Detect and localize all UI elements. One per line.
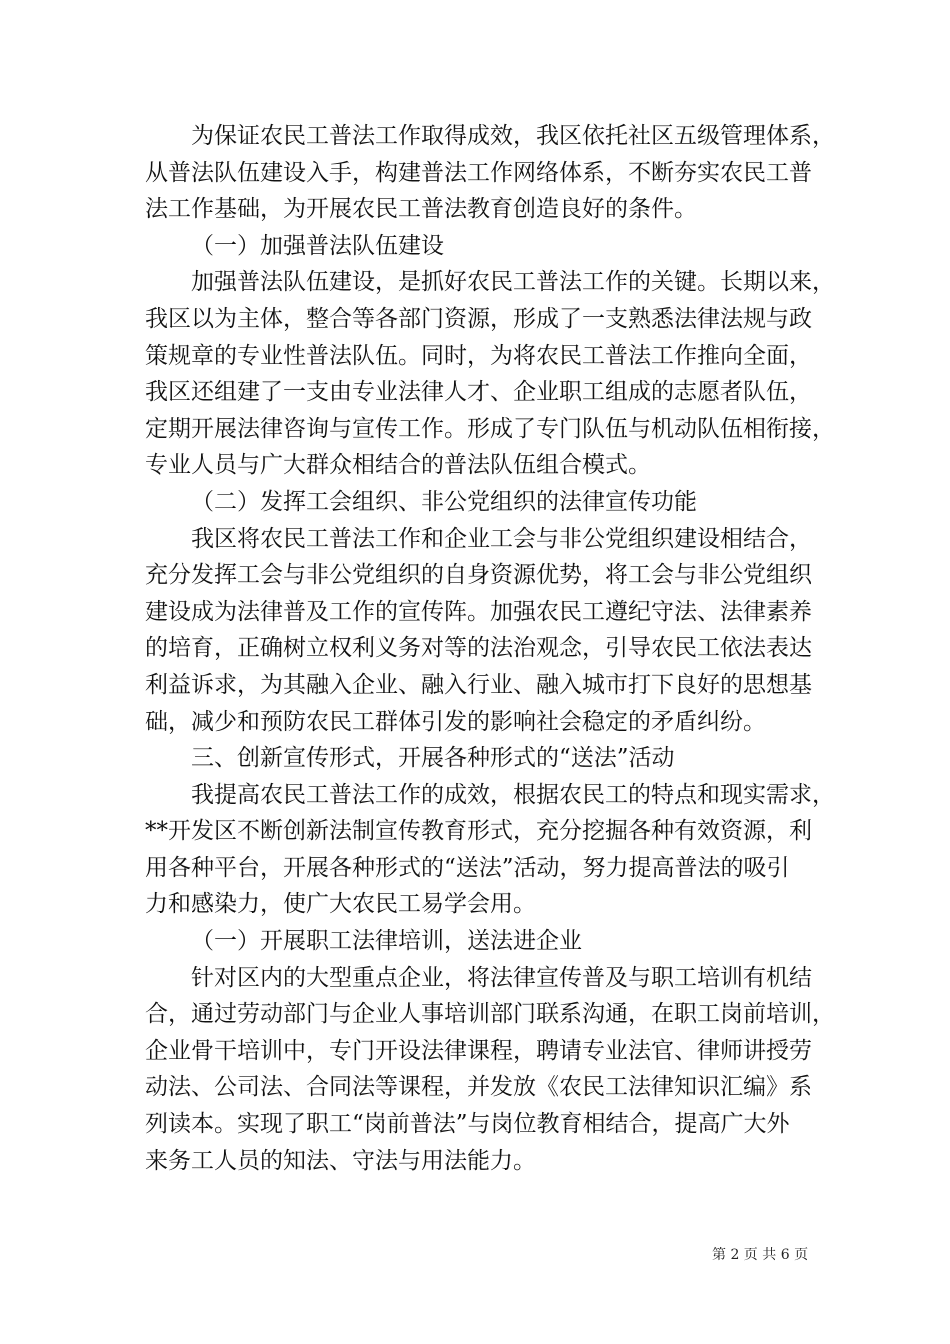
- document-body: [145, 118, 835, 1179]
- section-heading: （一）开展职工法律培训，送法进企业: [191, 928, 582, 955]
- paragraph-line: 我区将农民工普法工作和企业工会与非公党组织建设相结合，: [191, 525, 812, 552]
- paragraph-line: 的培育，正确树立权利义务对等的法治观念，引导农民工依法表达: [145, 635, 812, 662]
- paragraph-line: 合，通过劳动部门与企业人事培训部门联系沟通，在职工岗前培训，: [145, 1001, 835, 1028]
- paragraph-line: 策规章的专业性普法队伍。同时，为将农民工普法工作推向全面，: [145, 342, 812, 369]
- paragraph-line: 础，减少和预防农民工群体引发的影响社会稳定的矛盾纠纷。: [145, 708, 766, 735]
- paragraph-line: 动法、公司法、合同法等课程，并发放《农民工法律知识汇编》系: [145, 1074, 812, 1101]
- page-number-footer: 第 2 页 共 6 页: [712, 1247, 809, 1263]
- paragraph-line: **开发区不断创新法制宣传教育形式，充分挖掘各种有效资源，利: [145, 818, 812, 845]
- paragraph-line: 专业人员与广大群众相结合的普法队伍组合模式。: [145, 452, 651, 479]
- section-heading: （一）加强普法队伍建设: [191, 232, 444, 259]
- section-heading: （二）发挥工会组织、非公党组织的法律宣传功能: [191, 488, 697, 515]
- paragraph-line: 为保证农民工普法工作取得成效，我区依托社区五级管理体系，: [191, 123, 835, 149]
- paragraph-line: 来务工人员的知法、守法与用法能力。: [145, 1147, 536, 1174]
- paragraph-line: 我区还组建了一支由专业法律人才、企业职工组成的志愿者队伍，: [145, 379, 812, 406]
- paragraph-line: 法工作基础，为开展农民工普法教育创造良好的条件。: [145, 196, 697, 223]
- paragraph-line: 充分发挥工会与非公党组织的自身资源优势，将工会与非公党组织: [145, 562, 812, 589]
- paragraph-line: 定期开展法律咨询与宣传工作。形成了专门队伍与机动队伍相衔接，: [145, 415, 835, 442]
- paragraph-line: 力和感染力，使广大农民工易学会用。: [145, 891, 536, 918]
- paragraph-line: 利益诉求，为其融入企业、融入行业、融入城市打下良好的思想基: [145, 671, 812, 698]
- paragraph-line: 我提高农民工普法工作的成效，根据农民工的特点和现实需求，: [191, 781, 835, 808]
- paragraph-line: 用各种平台，开展各种形式的“送法”活动，努力提高普法的吸引: [145, 854, 790, 881]
- paragraph-line: 我区以为主体，整合等各部门资源，形成了一支熟悉法律法规与政: [145, 305, 812, 332]
- paragraph-line: 企业骨干培训中，专门开设法律课程，聘请专业法官、律师讲授劳: [145, 1037, 812, 1064]
- paragraph-line: 建设成为法律普及工作的宣传阵。加强农民工遵纪守法、法律素养: [145, 598, 812, 625]
- section-heading: 三、创新宣传形式，开展各种形式的“送法”活动: [191, 745, 675, 772]
- paragraph-line: 加强普法队伍建设，是抓好农民工普法工作的关键。长期以来，: [191, 269, 835, 296]
- paragraph-line: 列读本。实现了职工“岗前普法”与岗位教育相结合，提高广大外: [145, 1111, 790, 1138]
- paragraph-line: 从普法队伍建设入手，构建普法工作网络体系，不断夯实农民工普: [145, 159, 812, 186]
- paragraph-line: 针对区内的大型重点企业，将法律宣传普及与职工培训有机结: [191, 964, 812, 991]
